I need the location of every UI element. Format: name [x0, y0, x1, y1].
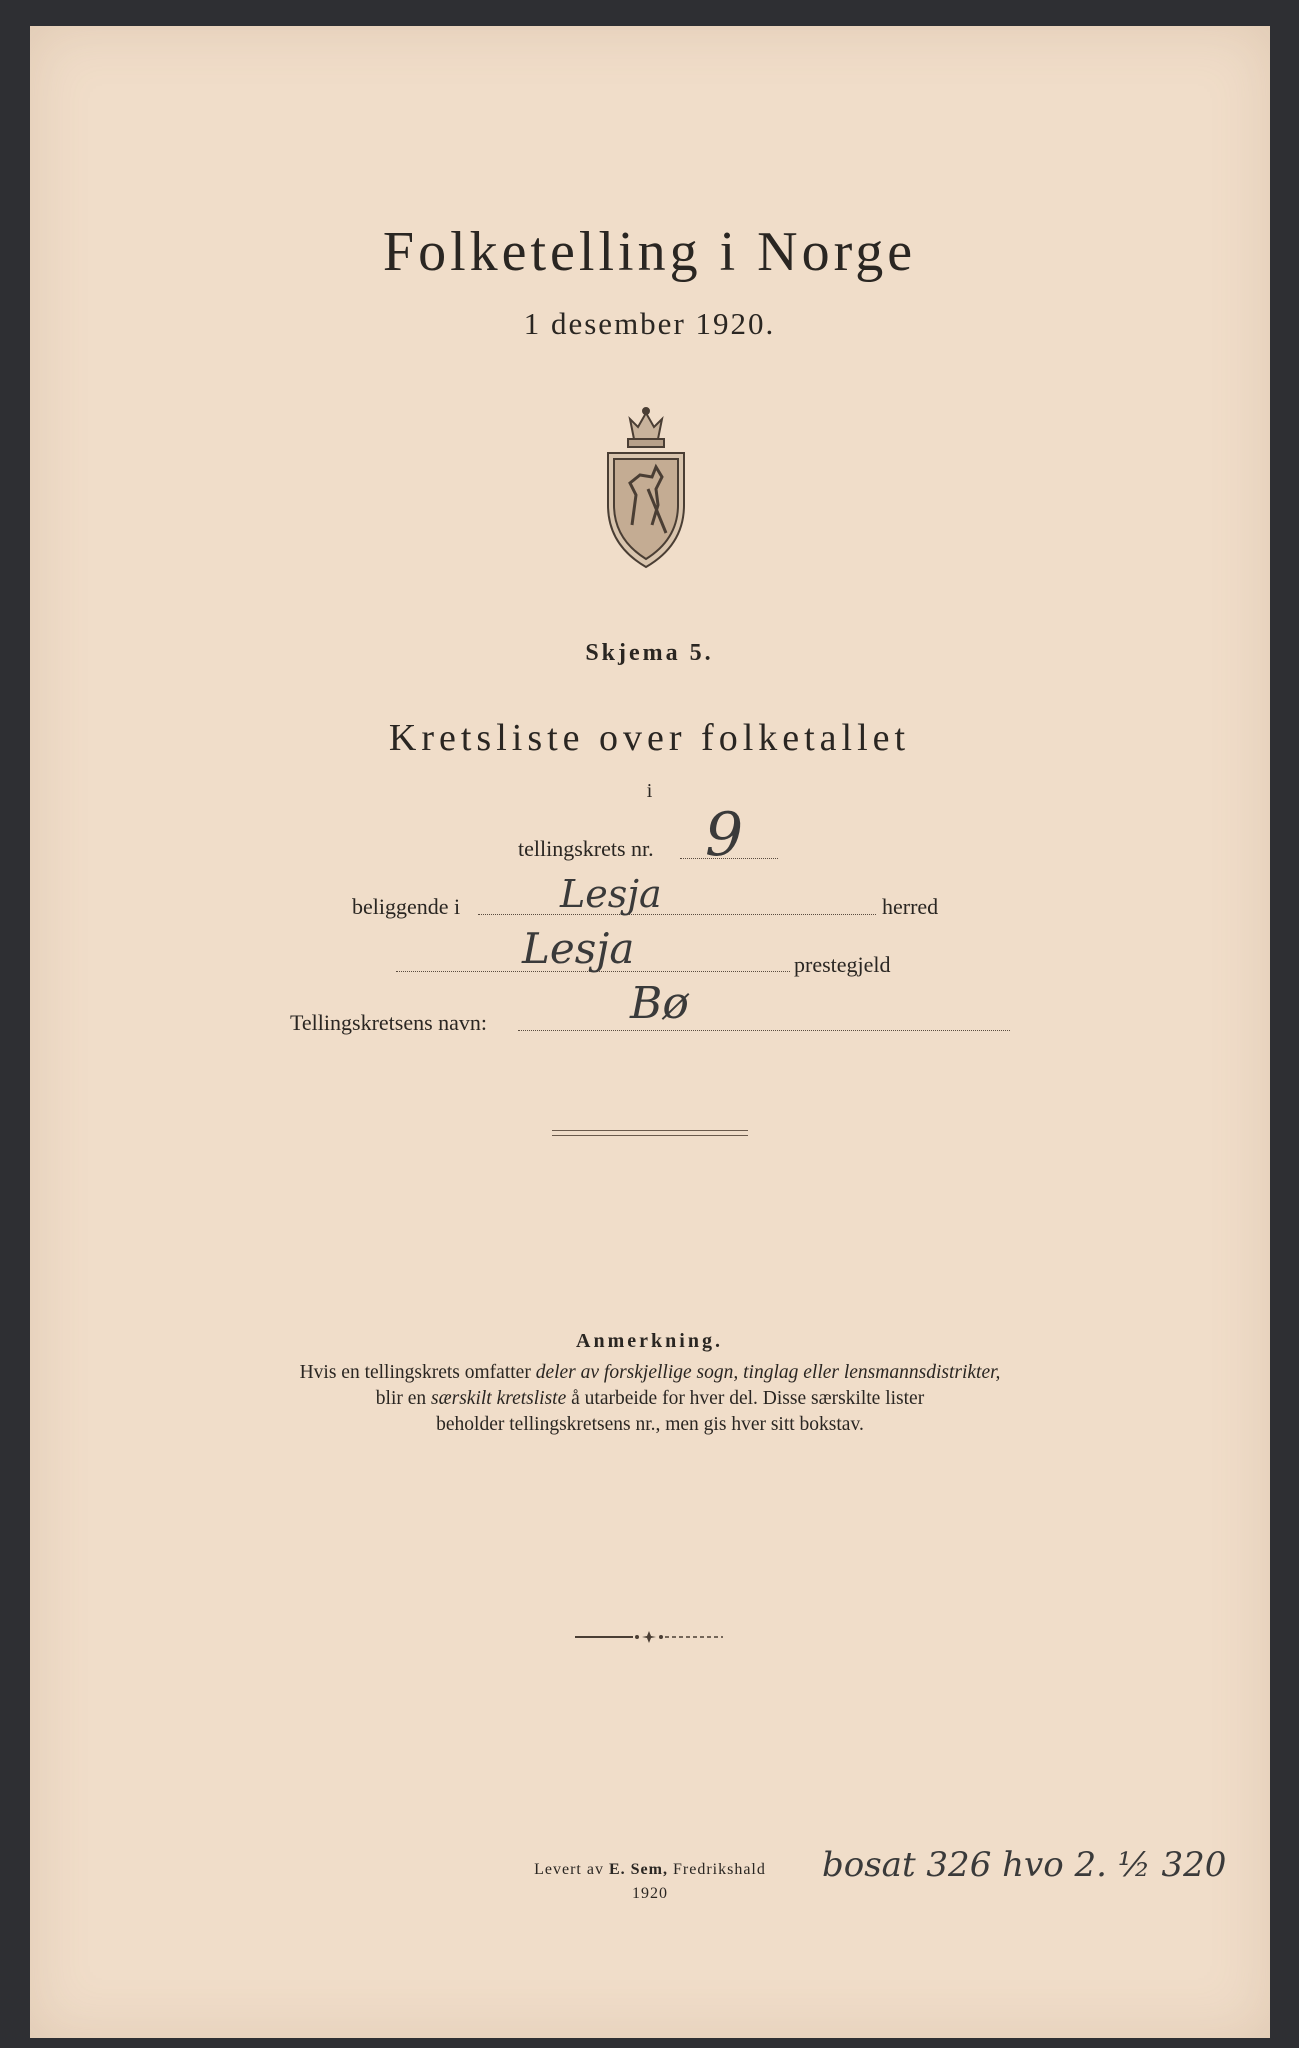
remark-line2-a: blir en	[375, 1388, 432, 1409]
document-title: Folketelling i Norge	[382, 221, 917, 283]
herred-value: Lesja	[560, 872, 662, 916]
printer-footer	[470, 1858, 830, 1906]
separator-rule-top	[552, 1130, 748, 1131]
form-heading: Kretsliste over folketallet	[388, 717, 911, 759]
footer-year: 1920	[632, 1885, 668, 1902]
footer-printer: E. Sem,	[608, 1861, 668, 1878]
district-name-value: Bø	[630, 978, 689, 1029]
remark-line2-b: særskilt kretsliste	[431, 1388, 567, 1409]
footer-place: Fredrikshald	[667, 1861, 766, 1878]
located-in-label: beliggende i	[352, 894, 461, 919]
remark-text	[150, 1360, 1150, 1438]
schema-label: Skjema 5.	[585, 640, 714, 666]
separator-rule-bottom	[552, 1135, 748, 1136]
remark-line1-a: Hvis en tellingskrets omfatter	[299, 1362, 536, 1383]
ornament-divider-icon	[575, 1630, 723, 1644]
remark-title: Anmerkning.	[576, 1330, 723, 1352]
census-date: 1 desember 1920.	[523, 306, 776, 341]
remark-line1-b: deler av forskjellige sogn, tinglag eller lensmannsdistrikter,	[535, 1362, 1001, 1383]
parish-value: Lesja	[522, 924, 635, 973]
district-name-line	[518, 1030, 1010, 1031]
parish-label: prestegjeld	[794, 952, 891, 977]
district-number-label: tellingskrets nr.	[518, 836, 654, 861]
handwritten-note: bosat 326 hvo 2. ½ 320	[822, 1845, 1227, 1885]
footer-prefix: Levert av	[534, 1861, 609, 1878]
remark-line3: beholder tellingskretsens nr., men gis hver sitt bokstav.	[436, 1414, 864, 1435]
herred-label: herred	[882, 894, 939, 919]
district-number-value: 9	[705, 800, 744, 870]
herred-line	[478, 914, 876, 915]
remark-line2-c: å utarbeide for hver del. Disse særskilte lister	[566, 1388, 925, 1409]
district-name-label: Tellingskretsens navn:	[290, 1010, 488, 1035]
connector-word: i	[646, 780, 653, 802]
coat-of-arms-icon	[596, 405, 696, 575]
